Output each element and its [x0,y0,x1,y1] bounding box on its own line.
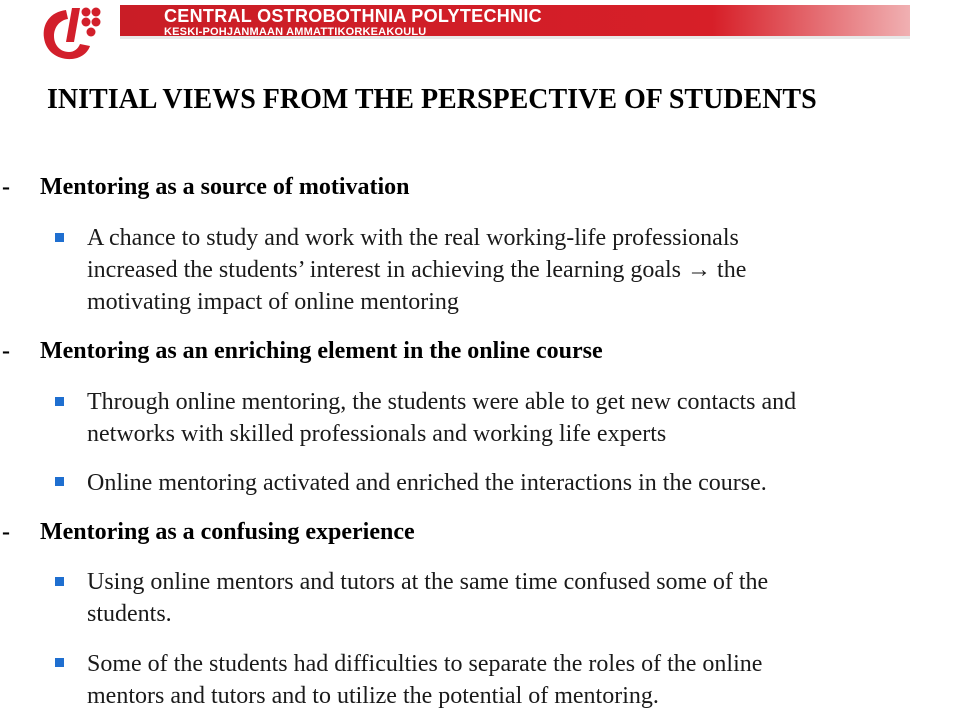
bullet-line: A chance to study and work with the real working-life professionals [87,225,739,251]
bullet-marker-icon [55,658,64,667]
bullet-line: Using online mentors and tutors at the same time confused some of the [87,569,769,595]
bullet-marker-icon [55,397,64,406]
bullet-item [87,222,960,318]
bullet-item [87,467,960,499]
section-title: Mentoring as an enriching element in the online course [40,338,603,364]
polytechnic-logo-icon [36,2,106,64]
bullet-item [87,648,960,712]
bullet-marker-icon [55,577,64,586]
bullet-item [87,566,960,630]
bullet-line: Some of the students had difficulties to separate the roles of the online [87,651,763,677]
bullet-line: students. [87,601,172,627]
bullet-marker-icon [55,233,64,242]
slide-header [0,0,960,70]
bullet-marker-icon [55,477,64,486]
bullet-line: networks with skilled professionals and working life experts [87,421,667,447]
bullet-item [87,386,960,450]
section-dash: - [2,174,10,200]
bullet-line: increased the students’ interest in achieving the learning goals → the [87,257,747,283]
bullet-line: mentors and tutors and to utilize the potential of mentoring. [87,683,659,709]
institution-name: CENTRAL OSTROBOTHNIA POLYTECHNIC [164,6,542,26]
institution-subtitle: KESKI-POHJANMAAN AMMATTIKORKEAKOULU [164,26,427,38]
section-title: Mentoring as a confusing experience [40,519,415,545]
section-title: Mentoring as a source of motivation [40,174,410,200]
bullet-line: motivating impact of online mentoring [87,289,459,315]
slide-title: INITIAL VIEWS FROM THE PERSPECTIVE OF STUDENTS [47,84,817,115]
section-dash: - [2,338,10,364]
bullet-line: Online mentoring activated and enriched the interactions in the course. [87,470,767,496]
bullet-line: Through online mentoring, the students were able to get new contacts and [87,389,797,415]
section-dash: - [2,519,10,545]
